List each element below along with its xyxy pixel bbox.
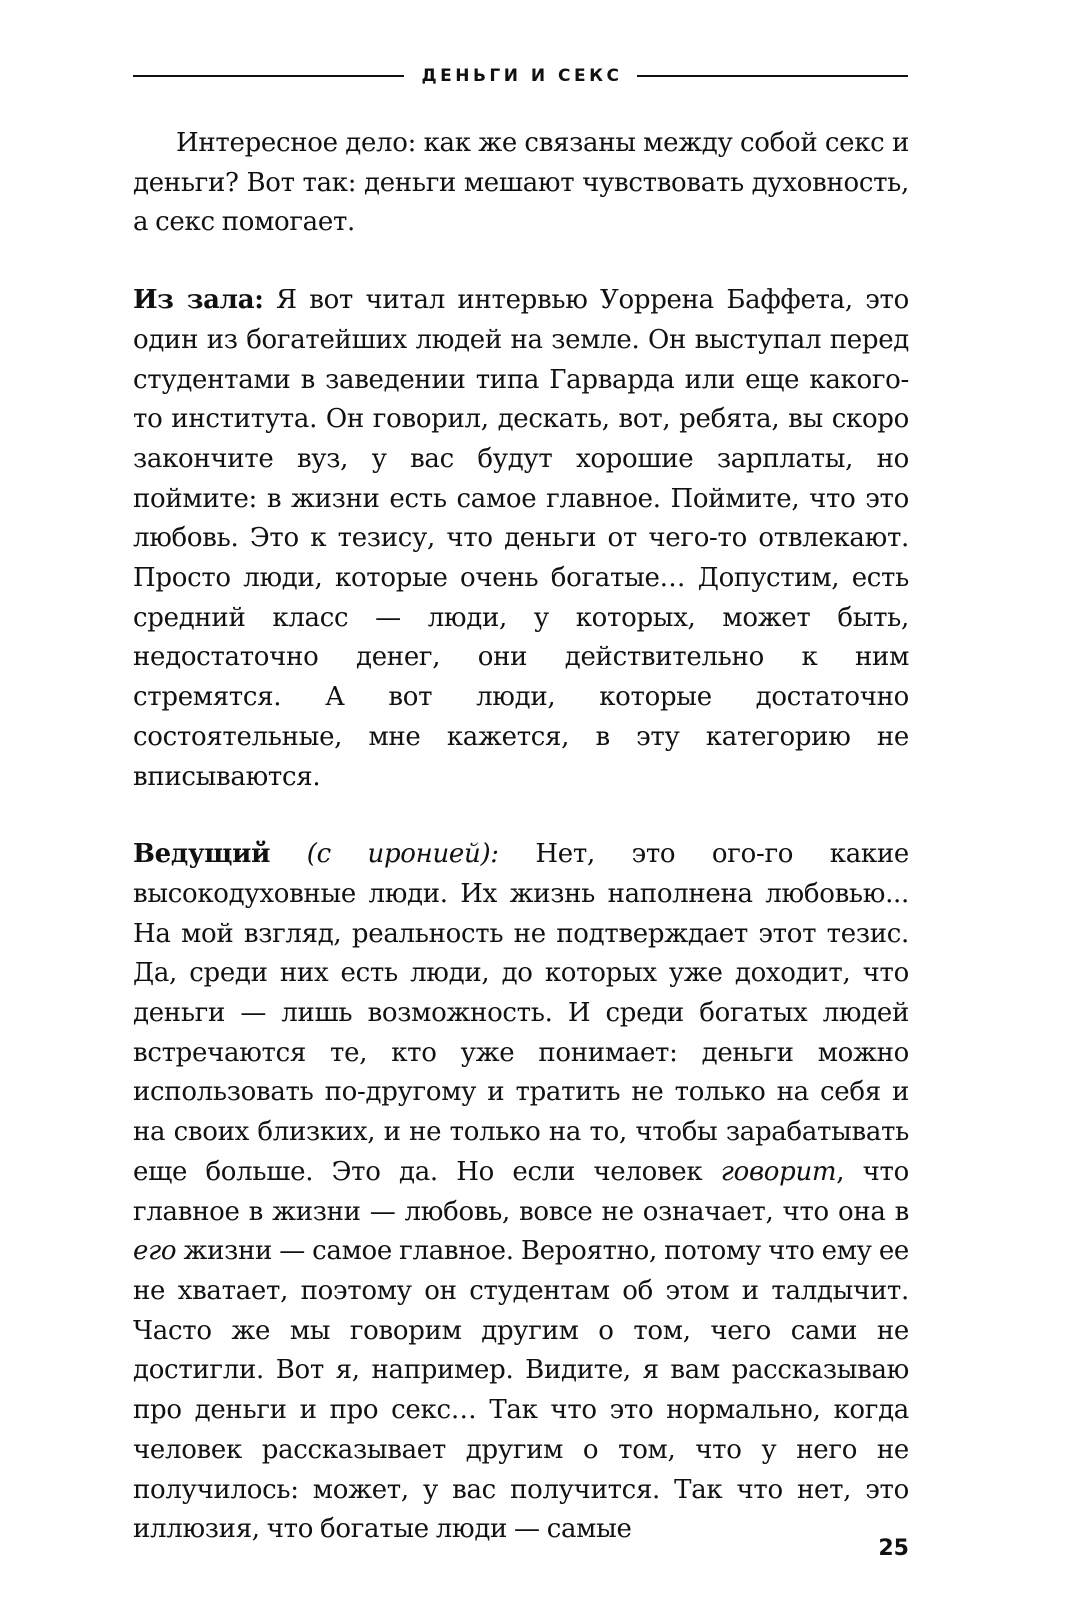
host-text-part-2: , что главное в жизни — любовь, вовсе не означает, что она в bbox=[133, 1156, 909, 1227]
body-text bbox=[133, 124, 909, 1550]
stage-direction: (с иронией): bbox=[306, 839, 499, 870]
speaker-label-host: Ведущий bbox=[133, 839, 271, 870]
speaker-label-audience: Из зала: bbox=[133, 285, 264, 316]
paragraph-intro: Интересное дело: как же связаны между собой секс и деньги? Вот так: деньги мешают чувствовать духовность, а секс помогает. bbox=[133, 128, 909, 238]
paragraph-host bbox=[133, 835, 909, 1550]
paragraph-audience bbox=[133, 281, 909, 797]
running-header bbox=[133, 66, 908, 86]
running-header-title: ДЕНЬГИ И СЕКС bbox=[421, 66, 623, 86]
header-rule-left bbox=[133, 75, 404, 77]
host-text-part-3: жизни — самое главное. Вероятно, потому что ему ее не хватает, поэтому он студентам об этом и талдычит. Часто же мы говорим другим о том, чего сами не достигли. Вот я, например. Видите, я вам рассказываю про деньги и про секс… Так что это нормально, когда человек рассказывает другим о том, что у него не получилось: может, у вас получится. Так что нет, это иллюзия, что богатые люди — самые bbox=[133, 1236, 909, 1545]
host-text-part-1: Нет, это ого-го какие высокодуховные люди. Их жизнь наполнена любовью... На мой взгляд, реальность не подтверждает этот тезис. Да, среди них есть люди, до которых уже доходит, что деньги — лишь возможность. И среди богатых людей встречаются те, кто уже понимает: деньги можно использовать по-другому и тратить не только на себя и на своих близких, и не только на то, чтобы зарабатывать еще больше. Это да. Но если человек bbox=[133, 839, 909, 1187]
header-rule-right bbox=[637, 75, 908, 77]
audience-remark-text: Я вот читал интервью Уоррена Баффета, это один из богатейших людей на земле. Он выступал перед студентами в заведении типа Гарварда или еще какого-то института. Он говорил, дескать, вот, ребята, вы скоро закончите вуз, у вас будут хорошие зарплаты, но поймите: в жизни есть самое главное. Поймите, что это любовь. Это к тезису, что деньги от чего-то отвлекают. Просто люди, которые очень богатые… Допустим, есть средний класс — люди, у которых, может быть, недостаточно денег, они действительно к ним стремятся. А вот люди, которые достаточно состоятельные, мне кажется, в эту категорию не вписываются. bbox=[133, 285, 909, 792]
emphasis-says: говорит bbox=[720, 1156, 837, 1187]
emphasis-his: его bbox=[133, 1236, 177, 1267]
page-number: 25 bbox=[878, 1536, 909, 1561]
